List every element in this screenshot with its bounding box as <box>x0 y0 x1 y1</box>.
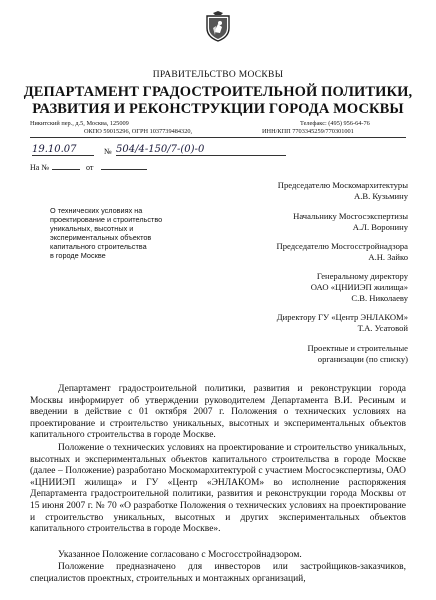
subject-line: капитального строительства <box>50 242 147 251</box>
reference-from-label: от <box>85 163 94 172</box>
addressee-line: Директору ГУ «Центр ЭНЛАКОМ» <box>276 312 408 322</box>
government-heading: ПРАВИТЕЛЬСТВО МОСКВЫ <box>152 70 284 80</box>
department-inn-kpp: ИНН/КПП 7703345259/770301001 <box>262 128 354 135</box>
subject-line: экспериментальных объектов <box>50 233 152 242</box>
subject-line: проектирование и строительство <box>50 215 163 224</box>
addressee-line: Т.А. Усатовой <box>357 323 408 333</box>
body-paragraph: Положение предназначено для инвесторов или застройщиков-заказчиков, специалистов проектных, строительных и монтажных организаций, <box>30 562 406 584</box>
subject-line: О технических условиях на <box>50 206 143 215</box>
department-address: Никитский пер., д.5, Москва, 125009 <box>30 120 129 127</box>
addressee-line: С.В. Николаеву <box>351 293 408 303</box>
addressee-line: Председателю Москомархитектуры <box>277 180 408 190</box>
registration-date: 19.10.07 <box>32 144 94 156</box>
reference-number-blank <box>52 169 80 170</box>
registration-number-label: № <box>104 147 112 156</box>
addressee-line: организации (по списку) <box>317 354 408 364</box>
body-paragraph: Положение о технических условиях на проектирование и строительство уникальных, высотных и экспериментальных объектов капитального строительства в городе Москве (далее – Положение) разработано Москомархитектурой с участием Мосгосэкспертизы, ОАО «ЦНИИЭП жилища» и ГУ «Центр «ЭНЛАКОМ» во исполнение распоряжения Департамента градостроительной политики, развития и реконструкции города Москвы от 15 июня 2007 г. № 70 «О разработке Положения о технических условиях на проектирование и строительство уникальных, высотных и других экспериментальных объектов капитального строительства в городе Москве». <box>30 443 406 535</box>
moscow-coat-of-arms-icon <box>205 10 231 42</box>
header-divider <box>30 137 406 138</box>
reference-date-blank <box>101 169 147 170</box>
subject-line: в городе Москве <box>50 251 106 260</box>
body-paragraph: Департамент градостроительной политики, развития и реконструкции города Москвы информирует об утверждении руководителем Департамента В.И. Ресиным и введении в действие с 01 октября 2007 г. Положения о технических условиях на проектирование и строительство уникальных, высотных и экспериментальных объектов капитального строительства в городе Москве. <box>30 384 406 441</box>
department-title-line1: ДЕПАРТАМЕНТ ГРАДОСТРОИТЕЛЬНОЙ ПОЛИТИКИ, <box>23 84 413 100</box>
body-paragraph: Указанное Положение согласовано с Мосгосстройнадзором. <box>58 550 302 560</box>
reference-label: На № <box>30 163 49 172</box>
subject-line: уникальных, высотных и <box>50 224 134 233</box>
department-title-line2: РАЗВИТИЯ И РЕКОНСТРУКЦИИ ГОРОДА МОСКВЫ <box>32 101 404 117</box>
addressee-line: А.Л. Воронину <box>352 222 408 232</box>
department-phone: Телефакс: (495) 956-64-76 <box>300 120 370 127</box>
addressee-line: Генеральному директору <box>316 271 408 281</box>
letter-subject <box>50 206 210 260</box>
registration-number: 504/4-150/7-(0)-0 <box>116 144 286 156</box>
addressee-line: ОАО «ЦНИИЭП жилища» <box>310 282 408 292</box>
registration-line <box>30 144 290 160</box>
department-okpo-ogrn: ОКПО 59015296, ОГРН 1037739484320, <box>84 128 193 135</box>
addressee-line: Проектные и строительные <box>307 343 408 353</box>
addressee-line: А.В. Кузьмину <box>353 191 408 201</box>
addressee-line: А.Н. Зайко <box>368 252 408 262</box>
addressee-line: Начальнику Мосгосэкспертизы <box>293 211 408 221</box>
addressee-line: Председателю Мосгосстройнадзора <box>276 241 408 251</box>
reference-line <box>30 163 147 172</box>
